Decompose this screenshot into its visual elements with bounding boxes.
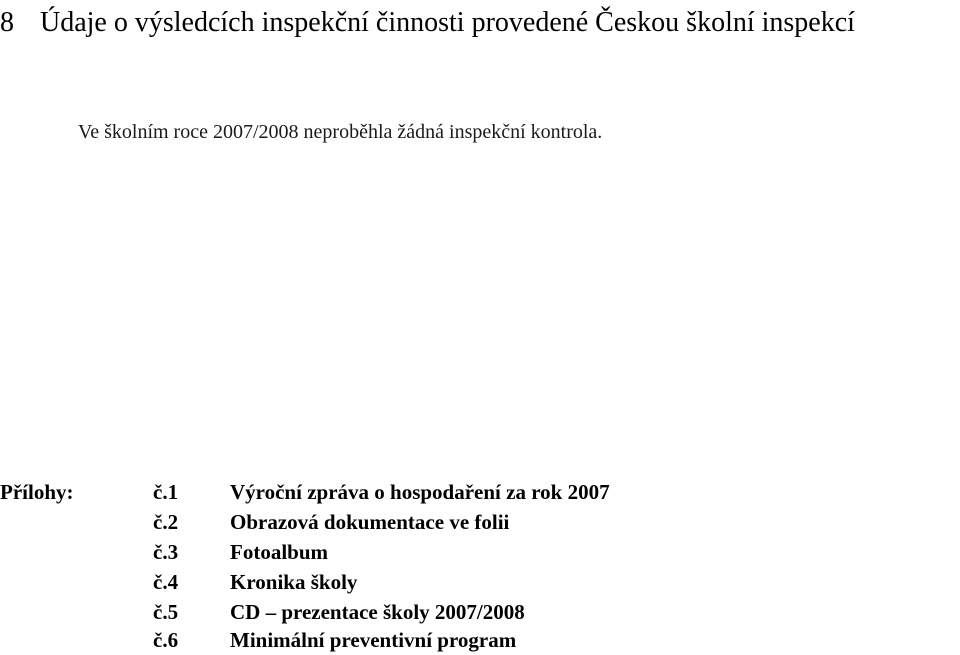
attachments-label: Přílohy:	[0, 480, 74, 504]
section-number: 8	[0, 7, 14, 38]
attachment-title: Kronika školy	[230, 570, 358, 594]
inspection-paragraph: Ve školním roce 2007/2008 neproběhla žádná inspekční kontrola.	[78, 121, 603, 143]
attachment-title: Fotoalbum	[230, 540, 329, 564]
attachment-number: č.3	[153, 540, 179, 564]
attachment-title: Výroční zpráva o hospodaření za rok 2007	[230, 480, 610, 504]
attachment-number: č.1	[153, 480, 179, 504]
section-title: Údaje o výsledcích inspekční činnosti provedené Českou školní inspekcí	[40, 7, 855, 38]
attachment-title: CD – prezentace školy 2007/2008	[230, 600, 525, 624]
attachment-number: č.6	[153, 628, 179, 652]
attachment-title: Minimální preventivní program	[230, 628, 517, 652]
attachment-number: č.2	[153, 510, 179, 534]
attachment-title: Obrazová dokumentace ve folii	[230, 510, 510, 534]
attachment-number: č.4	[153, 570, 179, 594]
attachment-number: č.5	[153, 600, 179, 624]
